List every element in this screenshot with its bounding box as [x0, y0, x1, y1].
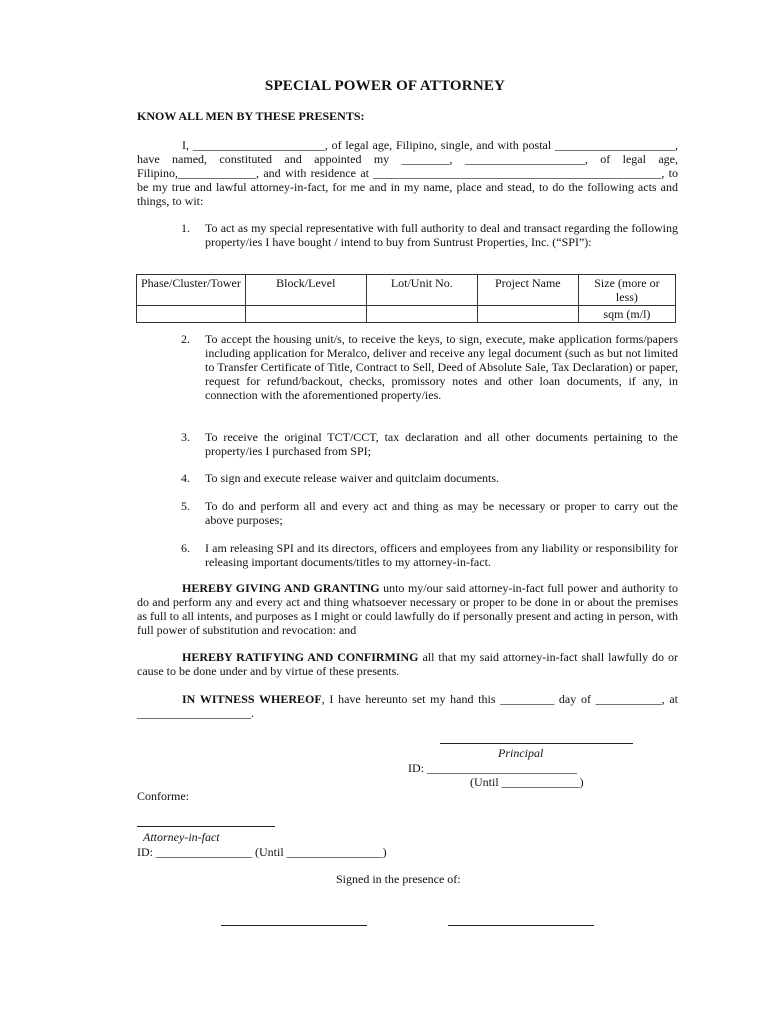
table-cell[interactable] — [137, 306, 246, 323]
granting-heading: HEREBY GIVING AND GRANTING — [182, 581, 380, 595]
principal-label: Principal — [498, 746, 544, 760]
col-project: Project Name — [477, 275, 578, 306]
item-text: To sign and execute release waiver and quitclaim documents. — [205, 471, 500, 485]
attorney-id: ID: ________________ (Until ________________) — [137, 845, 387, 859]
table-header-row — [137, 275, 676, 306]
item-number: 4. — [181, 471, 190, 485]
item-number: 3. — [181, 430, 190, 444]
principal-signature-line[interactable] — [440, 743, 633, 744]
document-title: SPECIAL POWER OF ATTORNEY — [264, 78, 506, 94]
col-lot: Lot/Unit No. — [366, 275, 477, 306]
list-item — [181, 541, 678, 569]
ratifying-heading: HEREBY RATIFYING AND CONFIRMING — [182, 650, 419, 664]
know-all-heading: KNOW ALL MEN BY THESE PRESENTS: — [137, 109, 365, 123]
attorney-label: Attorney-in-fact — [143, 830, 220, 844]
item-number: 2. — [181, 332, 190, 346]
signed-presence-label: Signed in the presence of: — [336, 872, 461, 886]
item-text: To accept the housing unit/s, to receive the keys, to sign, execute, make application forms/papers including application for Meralco, deliver and receive any legal document (such as but not limited to Transfer Certificate of Title, Contract to Sell, Deed of Absolute Sale, Tax Declaration) or paper, request for refund/backout, checks, promissory notes and other loan documents, if any, in connection with the aforementioned property/ies. — [205, 332, 678, 402]
property-table — [136, 274, 676, 323]
table-row — [137, 306, 676, 323]
table-cell[interactable] — [366, 306, 477, 323]
list-item — [181, 430, 678, 458]
col-block: Block/Level — [245, 275, 366, 306]
list-item — [181, 221, 678, 249]
item-number: 6. — [181, 541, 190, 555]
ratifying-paragraph — [137, 650, 678, 678]
table-cell[interactable] — [245, 306, 366, 323]
col-phase: Phase/Cluster/Tower — [137, 275, 246, 306]
list-item — [181, 471, 678, 485]
witness-2-signature-line[interactable] — [448, 925, 594, 926]
item-number: 5. — [181, 499, 190, 513]
item-text: I am releasing SPI and its directors, officers and employees from any liability or responsibility for releasing important documents/titles to my attorney-in-fact. — [205, 541, 678, 569]
principal-until: (Until _____________) — [470, 775, 584, 789]
principal-id: ID: _________________________ — [408, 761, 577, 775]
granting-text: unto my/our said attorney-in-fact full power and authority to do and perform any and every act and thing whatsoever necessary or proper to be done in or about the premises as full to all intents, and purposes as I might or could lawfully do if personally present and acting in person, with full power of substitution and revocation: and — [137, 581, 678, 637]
item-text: To do and perform all and every act and thing as may be necessary or proper to carry out the above purposes; — [205, 499, 678, 527]
table-cell[interactable] — [477, 306, 578, 323]
size-unit-cell: sqm (m/l) — [578, 306, 675, 323]
list-item — [181, 499, 678, 527]
col-size: Size (more or less) — [578, 275, 675, 306]
witness-text: , I have hereunto set my hand this _________ day of ___________, at ___________________. — [137, 692, 678, 720]
item-number: 1. — [181, 221, 190, 235]
granting-paragraph — [137, 581, 678, 637]
intro-paragraph: I, ______________________, of legal age, Filipino, single, and with postal ____________________, have named, constituted and appointed my ________, ____________________, of legal age, Filipino,_____________, and with residence at ________________________________________________, to be my true and lawful attorney-in-fact, for me and in my name, place and stead, to do the following acts and things, to wit: — [137, 138, 678, 208]
attorney-signature-line[interactable] — [137, 826, 275, 827]
list-item — [181, 332, 678, 402]
item-text: To receive the original TCT/CCT, tax declaration and all other documents pertaining to the property/ies I purchased from SPI; — [205, 430, 678, 458]
witness-heading: IN WITNESS WHEREOF — [182, 692, 322, 706]
witness-1-signature-line[interactable] — [221, 925, 367, 926]
item-text: To act as my special representative with full authority to deal and transact regarding the following property/ies I have bought / intend to buy from Suntrust Properties, Inc. (“SPI”): — [205, 221, 678, 249]
conforme-label: Conforme: — [137, 789, 189, 803]
ratifying-text: all that my said attorney-in-fact shall lawfully do or cause to be done under and by virtue of these presents. — [137, 650, 678, 678]
witness-paragraph — [137, 692, 678, 720]
